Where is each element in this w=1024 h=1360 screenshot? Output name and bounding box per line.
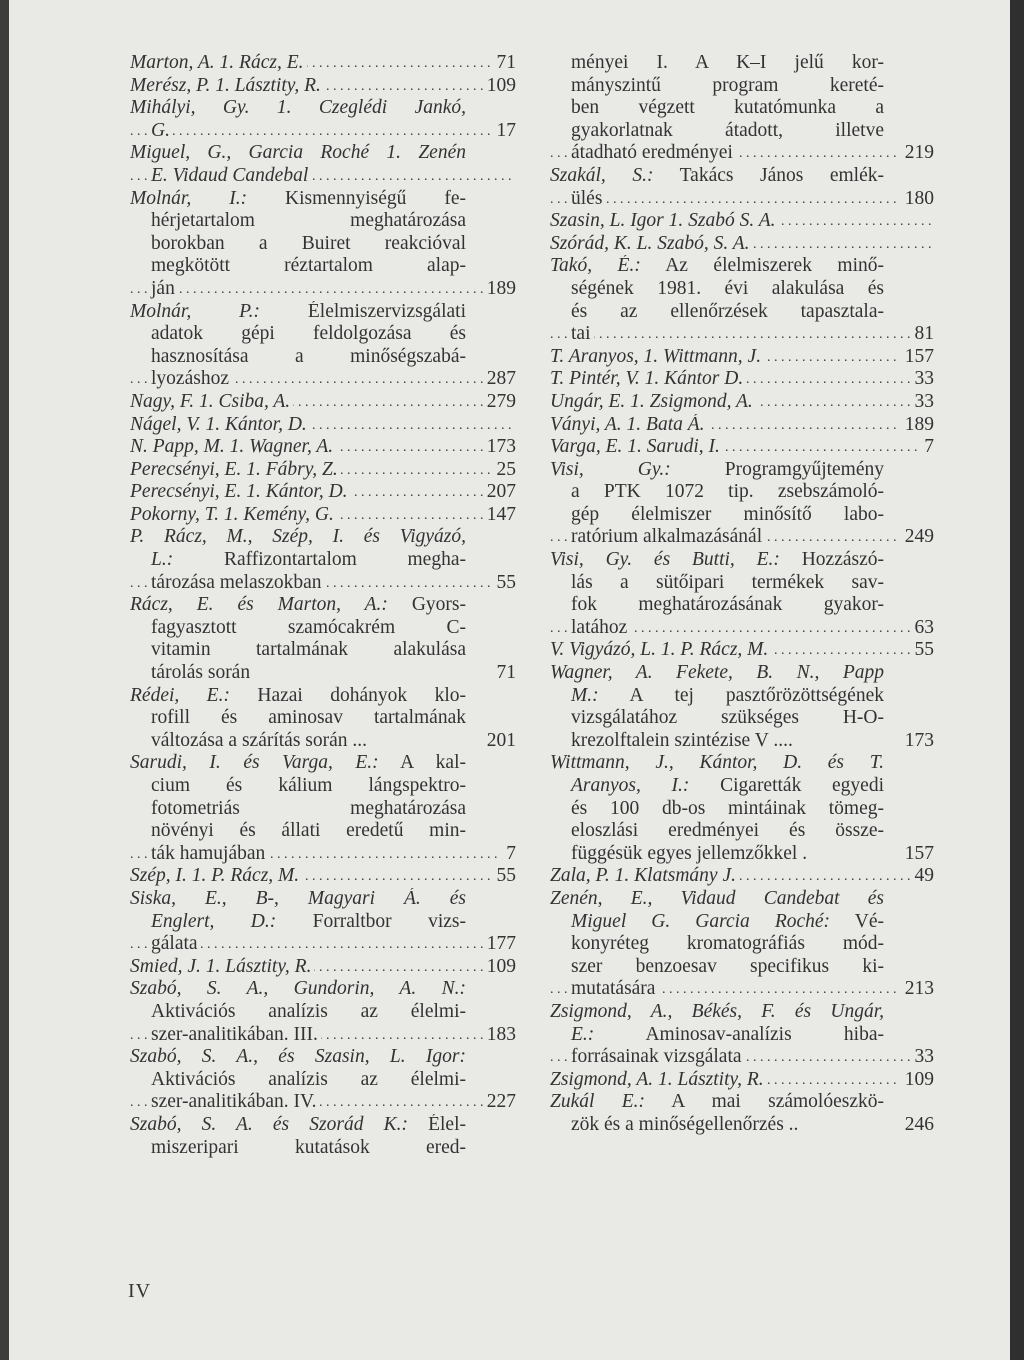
author-names: Mihályi, Gy. 1. Czeglédi Jankó, bbox=[130, 97, 466, 119]
entry-title-text: konyréteg kromatográfiás mód- bbox=[571, 933, 884, 955]
author-names: L.: bbox=[151, 549, 174, 571]
index-entry bbox=[550, 549, 934, 639]
index-line bbox=[130, 775, 516, 798]
index-line bbox=[550, 594, 934, 617]
index-line-with-leader bbox=[550, 188, 934, 211]
author-names: Marton, A. 1. Rácz, E. bbox=[130, 52, 304, 73]
entry-title-text: tárolás során bbox=[151, 662, 251, 684]
author-names: Takó, É.: bbox=[550, 255, 641, 277]
entry-title-text: szer benzoesav specifikus ki- bbox=[571, 955, 884, 977]
index-line bbox=[550, 1114, 934, 1137]
page-reference: 207 bbox=[483, 481, 516, 504]
index-line bbox=[550, 662, 934, 685]
entry-title-text: növényi és állati eredetű min- bbox=[151, 820, 466, 842]
index-entry bbox=[130, 685, 516, 753]
entry-title-text: ségének 1981. évi alakulása és bbox=[571, 277, 884, 299]
entry-title-text: Élel- bbox=[407, 1113, 466, 1135]
index-line-with-leader bbox=[130, 504, 516, 527]
author-names: Perecsényi, E. 1. Kántor, D. bbox=[130, 481, 348, 503]
index-line bbox=[550, 798, 934, 821]
index-entry bbox=[130, 594, 516, 684]
page-reference: 55 bbox=[911, 639, 935, 662]
index-line bbox=[550, 1001, 934, 1024]
page-reference: 180 bbox=[901, 188, 934, 211]
entry-title-text: Kismennyiségű fe- bbox=[247, 187, 466, 209]
index-line-with-leader bbox=[130, 391, 516, 414]
index-line-with-leader bbox=[130, 436, 516, 459]
author-names: Miguel, G., Garcia Roché 1. Zenén bbox=[130, 142, 466, 164]
entry-title-text: Az élelmiszerek minő- bbox=[640, 255, 884, 277]
index-entry bbox=[130, 956, 516, 979]
entry-title-text: szer-analitikában. III. bbox=[151, 1023, 318, 1045]
scan-left-edge bbox=[0, 0, 9, 1360]
author-names: Siska, E., B-, Magyari Á. és bbox=[130, 887, 466, 909]
page-reference: 33 bbox=[911, 391, 935, 414]
page-reference: 177 bbox=[483, 933, 516, 956]
entry-title-text: A kal- bbox=[378, 752, 466, 774]
entry-title-text: A mai számolóeszkö- bbox=[645, 1091, 884, 1113]
page-reference: 189 bbox=[901, 414, 934, 437]
entry-title-text: cium és kálium lángspektro- bbox=[151, 775, 466, 796]
index-line bbox=[550, 820, 934, 843]
entry-title-text: vizsgálatához szükséges H-O- bbox=[571, 707, 884, 729]
entry-title-text: változása a szárítás során ... bbox=[151, 729, 368, 751]
index-line-with-leader bbox=[130, 1024, 516, 1047]
author-names: Zsigmond, A. 1. Lásztity, R. bbox=[550, 1068, 764, 1090]
entry-title-text: Aktivációs analízis az élelmi- bbox=[151, 1000, 466, 1022]
index-line-with-leader bbox=[550, 323, 934, 346]
index-line bbox=[550, 685, 934, 708]
index-line-with-leader bbox=[550, 414, 934, 437]
index-line-with-leader bbox=[130, 165, 516, 188]
entry-title-text: vitamin tartalmának alakulása bbox=[151, 639, 466, 661]
entry-title-text: megkötött réztartalom alap- bbox=[151, 255, 466, 277]
author-names: Varga, E. 1. Sarudi, I. bbox=[550, 436, 720, 458]
index-entry bbox=[550, 1069, 934, 1092]
index-line-with-leader bbox=[550, 639, 934, 662]
index-line bbox=[130, 730, 516, 753]
index-entry bbox=[130, 301, 516, 391]
index-entry bbox=[550, 436, 934, 459]
entry-title-text: lyozáshoz bbox=[151, 368, 229, 390]
index-line bbox=[550, 504, 934, 527]
entry-title-text: függésük egyes jellemzőkkel . bbox=[571, 842, 808, 864]
index-line bbox=[550, 752, 934, 775]
entry-title-text: Hozzászó- bbox=[779, 549, 884, 571]
page-reference: 49 bbox=[911, 865, 935, 888]
author-names: Ványi, A. 1. Bata Á. bbox=[550, 413, 705, 435]
index-line bbox=[130, 255, 516, 278]
index-line bbox=[130, 1046, 516, 1069]
author-names: Szép, I. 1. P. Rácz, M. bbox=[130, 865, 300, 887]
index-entry bbox=[130, 459, 516, 482]
index-line-with-leader bbox=[550, 210, 934, 233]
index-line bbox=[130, 549, 516, 572]
index-entry bbox=[130, 526, 516, 594]
page-reference: 55 bbox=[493, 865, 517, 888]
page-reference: 157 bbox=[901, 843, 934, 866]
entry-title-text: A tej pasztőrözöttségének bbox=[598, 684, 884, 706]
author-names: Zukál E.: bbox=[550, 1091, 646, 1113]
page-reference: 7 bbox=[502, 843, 516, 866]
author-names: Szórád, K. L. Szabó, S. A. bbox=[550, 232, 750, 254]
index-entry bbox=[130, 1114, 516, 1159]
entry-title-text: szer-analitikában. IV. bbox=[151, 1091, 317, 1113]
page-reference: 279 bbox=[483, 391, 516, 414]
index-line bbox=[550, 97, 934, 120]
author-names: E.: bbox=[571, 1023, 595, 1045]
entry-title-text: gálata bbox=[151, 933, 198, 955]
entry-title-text: hérjetartalom meghatározása bbox=[151, 210, 466, 232]
index-line bbox=[130, 233, 516, 256]
entry-title-text: Programgyűjtemény bbox=[670, 458, 885, 480]
index-line-with-leader bbox=[550, 142, 934, 165]
entry-title-text: adatok gépi feldolgozása és bbox=[151, 323, 466, 345]
page-reference: 201 bbox=[483, 730, 516, 753]
index-column-left bbox=[130, 52, 516, 1159]
page-reference: 71 bbox=[493, 52, 517, 75]
page-reference: 55 bbox=[493, 572, 517, 595]
index-line bbox=[130, 685, 516, 708]
index-line-with-leader bbox=[550, 865, 934, 888]
index-line-with-leader bbox=[130, 120, 516, 143]
index-line-with-leader bbox=[550, 526, 934, 549]
index-line bbox=[550, 1091, 934, 1114]
index-line-with-leader bbox=[550, 391, 934, 414]
index-line-with-leader bbox=[130, 843, 516, 866]
entry-title-text: gyakorlatnak átadott, illetve bbox=[571, 119, 884, 141]
index-line bbox=[550, 255, 934, 278]
index-entry bbox=[130, 481, 516, 504]
page-reference: 287 bbox=[483, 368, 516, 391]
index-entry bbox=[130, 978, 516, 1046]
author-names: Wittmann, J., Kántor, D. és T. bbox=[550, 752, 884, 774]
index-entry bbox=[130, 142, 516, 187]
author-names: Zenén, E., Vidaud Candebat és bbox=[550, 887, 884, 909]
entry-title-text: Forraltbor vizs- bbox=[276, 910, 466, 932]
author-names: Wagner, A. Fekete, B. N., Papp bbox=[550, 662, 884, 684]
entry-title-text: ták hamujában bbox=[151, 842, 266, 864]
index-entry bbox=[130, 865, 516, 888]
author-names: Ungár, E. 1. Zsigmond, A. bbox=[550, 390, 753, 412]
index-entry bbox=[130, 52, 516, 75]
author-names: G. bbox=[151, 119, 170, 141]
index-line bbox=[130, 323, 516, 346]
author-names: Visi, Gy. és Butti, E.: bbox=[550, 549, 780, 571]
index-line bbox=[130, 820, 516, 843]
entry-title-text: miszeripari kutatások ered- bbox=[151, 1136, 466, 1158]
index-line bbox=[550, 120, 934, 143]
index-entry bbox=[130, 752, 516, 865]
page-reference: 157 bbox=[901, 346, 934, 369]
index-line bbox=[550, 843, 934, 866]
index-line-with-leader bbox=[130, 933, 516, 956]
index-entry bbox=[550, 865, 934, 888]
index-entry bbox=[550, 346, 934, 369]
page-reference: 249 bbox=[901, 526, 934, 549]
author-names: Szabó, S. A. és Szorád K.: bbox=[130, 1113, 408, 1135]
index-line-with-leader bbox=[550, 436, 934, 459]
entry-title-text: Élelmiszervizsgálati bbox=[259, 300, 466, 322]
index-line-with-leader bbox=[550, 1069, 934, 1092]
entry-title-text: Cigaretták egyedi bbox=[689, 775, 884, 796]
page-reference: 183 bbox=[483, 1024, 516, 1047]
index-line bbox=[130, 978, 516, 1001]
index-line bbox=[130, 888, 516, 911]
entry-title-text: tározása melaszokban bbox=[151, 571, 322, 593]
author-names: Nágel, V. 1. Kántor, D. bbox=[130, 413, 307, 435]
entry-title-text: zök és a minőségellenőrzés .. bbox=[571, 1113, 799, 1135]
entry-title-text: Hazai dohányok klo- bbox=[229, 684, 466, 706]
index-entry bbox=[550, 1001, 934, 1069]
entry-title-text: ján bbox=[151, 277, 175, 299]
entry-title-text: mányszintű program kereté- bbox=[571, 74, 884, 96]
author-names: Pokorny, T. 1. Kemény, G. bbox=[130, 503, 334, 525]
index-entry bbox=[130, 436, 516, 459]
author-names: Szabó, S. A., Gundorin, A. N.: bbox=[130, 978, 466, 1000]
index-entry bbox=[550, 414, 934, 437]
entry-title-text: Vé- bbox=[830, 910, 884, 932]
index-line bbox=[130, 301, 516, 324]
entry-title-text: eloszlási eredményei és össze- bbox=[571, 820, 884, 842]
entry-title-text: tai bbox=[571, 323, 591, 345]
author-names: Perecsényi, E. 1. Fábry, Z. bbox=[130, 458, 338, 480]
index-line bbox=[130, 1069, 516, 1092]
author-names: Rédei, E.: bbox=[130, 684, 230, 706]
index-line-with-leader bbox=[550, 368, 934, 391]
index-line bbox=[550, 459, 934, 482]
index-entry bbox=[550, 368, 934, 391]
entry-title-text: Raffizontartalom megha- bbox=[173, 549, 466, 571]
index-line-with-leader bbox=[130, 459, 516, 482]
author-names: V. Vigyázó, L. 1. P. Rácz, M. bbox=[550, 639, 769, 661]
entry-title-text: és 100 db-os mintáinak tömeg- bbox=[571, 797, 884, 819]
entry-title-text: fotometriás meghatározása bbox=[151, 797, 466, 819]
entry-title-text: borokban a Buiret reakcióval bbox=[151, 232, 466, 254]
index-line bbox=[130, 1001, 516, 1024]
entry-title-text: fagyasztott szamócakrém C- bbox=[151, 616, 466, 638]
index-entry bbox=[130, 504, 516, 527]
index-line-with-leader bbox=[130, 52, 516, 75]
index-line bbox=[130, 210, 516, 233]
entry-title-text: Takács János emlék- bbox=[653, 164, 884, 186]
page-reference: 81 bbox=[911, 323, 935, 346]
index-entry bbox=[550, 52, 934, 165]
author-names: Szabó, S. A., és Szasin, L. Igor: bbox=[130, 1046, 466, 1068]
index-column-right bbox=[550, 52, 934, 1137]
index-entry bbox=[130, 97, 516, 142]
index-line-with-leader bbox=[130, 865, 516, 888]
index-line-with-leader bbox=[550, 978, 934, 1001]
author-names: P. Rácz, M., Szép, I. és Vigyázó, bbox=[130, 526, 466, 548]
author-names: T. Pintér, V. 1. Kántor D. bbox=[550, 368, 744, 390]
entry-title-text: mutatására bbox=[571, 978, 656, 1000]
index-line-with-leader bbox=[130, 481, 516, 504]
index-entry bbox=[130, 391, 516, 414]
page-reference: 33 bbox=[911, 1046, 935, 1069]
entry-title-text: fok meghatározásának gyakor- bbox=[571, 594, 884, 616]
author-names: Visi, Gy.: bbox=[550, 458, 671, 480]
entry-title-text: forrásainak vizsgálata bbox=[571, 1046, 742, 1068]
author-names: Zala, P. 1. Klatsmány J. bbox=[550, 865, 736, 887]
entry-title-text: lás a sütőipari termékek sav- bbox=[571, 571, 884, 593]
author-names: Englert, D.: bbox=[151, 910, 277, 932]
index-line bbox=[550, 278, 934, 301]
index-entry bbox=[550, 210, 934, 233]
page-reference: 189 bbox=[483, 278, 516, 301]
index-line bbox=[550, 933, 934, 956]
author-names: Aranyos, I.: bbox=[571, 775, 690, 796]
index-line bbox=[550, 301, 934, 324]
index-line bbox=[130, 639, 516, 662]
index-line bbox=[130, 142, 516, 165]
page-reference: 63 bbox=[911, 617, 935, 640]
index-line bbox=[550, 730, 934, 753]
index-line bbox=[550, 549, 934, 572]
page-reference: 109 bbox=[483, 75, 516, 98]
index-entry bbox=[550, 1091, 934, 1136]
index-entry bbox=[550, 888, 934, 1001]
index-line bbox=[130, 188, 516, 211]
entry-title-text: ben végzett kutatómunka a bbox=[571, 97, 884, 119]
entry-title-text: a PTK 1072 tip. zsebszámoló- bbox=[571, 481, 884, 503]
index-line-with-leader bbox=[550, 346, 934, 369]
index-line bbox=[550, 707, 934, 730]
index-entry bbox=[550, 233, 934, 256]
author-names: T. Aranyos, 1. Wittmann, J. bbox=[550, 345, 762, 367]
index-line bbox=[130, 911, 516, 934]
index-line bbox=[550, 165, 934, 188]
page-reference: 109 bbox=[483, 956, 516, 979]
index-line-with-leader bbox=[130, 278, 516, 301]
page-reference: 227 bbox=[483, 1091, 516, 1114]
page-reference: 33 bbox=[911, 368, 935, 391]
entry-title-text: Gyors- bbox=[387, 594, 466, 616]
index-line bbox=[130, 1114, 516, 1137]
index-line-with-leader bbox=[130, 75, 516, 98]
index-entry bbox=[550, 639, 934, 662]
index-entry bbox=[130, 75, 516, 98]
index-line bbox=[130, 346, 516, 369]
index-line bbox=[550, 956, 934, 979]
index-entry bbox=[550, 165, 934, 210]
index-line bbox=[130, 752, 516, 775]
index-entry bbox=[130, 888, 516, 956]
index-entry bbox=[550, 752, 934, 865]
entry-title-text: átadható eredményei bbox=[571, 142, 733, 164]
author-names: N. Papp, M. 1. Wagner, A. bbox=[130, 436, 334, 458]
page-reference: 7 bbox=[920, 436, 934, 459]
index-line bbox=[130, 798, 516, 821]
page-reference: 109 bbox=[901, 1069, 934, 1092]
index-line-with-leader bbox=[130, 956, 516, 979]
page-reference: 147 bbox=[483, 504, 516, 527]
author-names: Smied, J. 1. Lásztity, R. bbox=[130, 955, 312, 977]
author-names: Szasin, L. Igor 1. Szabó S. A. bbox=[550, 210, 776, 232]
entry-title-text: rofill és aminosav tartalmának bbox=[151, 707, 466, 729]
index-line-with-leader bbox=[550, 233, 934, 256]
entry-title-text: latához bbox=[571, 616, 628, 638]
author-names: Miguel G. Garcia Roché: bbox=[571, 910, 831, 932]
index-line bbox=[130, 662, 516, 685]
entry-title-text: ményei I. A K–I jelű kor- bbox=[571, 52, 884, 73]
page-reference: 25 bbox=[493, 459, 517, 482]
page-reference: 71 bbox=[493, 662, 517, 685]
index-line bbox=[550, 481, 934, 504]
index-line bbox=[550, 888, 934, 911]
page-reference: 17 bbox=[493, 120, 517, 143]
author-names: M.: bbox=[571, 684, 599, 706]
index-line bbox=[130, 526, 516, 549]
author-names: Sarudi, I. és Varga, E.: bbox=[130, 752, 379, 774]
author-names: Rácz, E. és Marton, A.: bbox=[130, 594, 388, 616]
scan-right-edge bbox=[1010, 0, 1024, 1360]
index-line bbox=[550, 75, 934, 98]
index-line bbox=[550, 52, 934, 75]
index-line bbox=[550, 911, 934, 934]
entry-title-text: Aktivációs analízis az élelmi- bbox=[151, 1068, 466, 1090]
page-reference: 246 bbox=[901, 1114, 934, 1137]
entry-title-text: krezolftalein szintézise V .... bbox=[571, 729, 793, 751]
index-line bbox=[130, 97, 516, 120]
author-names: Molnár, P.: bbox=[130, 300, 260, 322]
author-names: Zsigmond, A., Békés, F. és Ungár, bbox=[550, 1000, 884, 1022]
index-line-with-leader bbox=[130, 1091, 516, 1114]
index-entry bbox=[130, 188, 516, 301]
index-line-with-leader bbox=[130, 572, 516, 595]
index-entry bbox=[550, 459, 934, 549]
index-line-with-leader bbox=[130, 414, 516, 437]
index-entry bbox=[550, 391, 934, 414]
page-reference: 173 bbox=[483, 436, 516, 459]
author-names: Merész, P. 1. Lásztity, R. bbox=[130, 74, 321, 96]
index-line-with-leader bbox=[550, 1046, 934, 1069]
index-line-with-leader bbox=[550, 617, 934, 640]
entry-title-text: gép élelmiszer minősítő labo- bbox=[571, 503, 884, 525]
index-line bbox=[130, 617, 516, 640]
page-reference: 213 bbox=[901, 978, 934, 1001]
page-number: IV bbox=[128, 1280, 152, 1302]
index-entry bbox=[550, 662, 934, 752]
index-entry bbox=[130, 1046, 516, 1114]
entry-title-text: ülés bbox=[571, 187, 603, 209]
index-line bbox=[550, 1024, 934, 1047]
index-entry bbox=[550, 255, 934, 345]
entry-title-text: hasznosítása a minőségszabá- bbox=[151, 345, 466, 367]
entry-title-text: ratórium alkalmazásánál bbox=[571, 526, 763, 548]
index-line-with-leader bbox=[130, 368, 516, 391]
page-reference: 219 bbox=[901, 142, 934, 165]
index-entry bbox=[130, 414, 516, 437]
entry-title-text: és az ellenőrzések tapasztala- bbox=[571, 300, 884, 322]
index-line bbox=[130, 707, 516, 730]
author-names: Szakál, S.: bbox=[550, 164, 654, 186]
author-names: Nagy, F. 1. Csiba, A. bbox=[130, 390, 291, 412]
author-names: Molnár, I.: bbox=[130, 187, 248, 209]
entry-title-text: Aminosav-analízis hiba- bbox=[594, 1023, 884, 1045]
index-line bbox=[130, 594, 516, 617]
index-line bbox=[130, 1137, 516, 1160]
index-line bbox=[550, 775, 934, 798]
page-reference: 173 bbox=[901, 730, 934, 753]
author-names: E. Vidaud Candebal bbox=[151, 164, 309, 186]
index-line bbox=[550, 572, 934, 595]
